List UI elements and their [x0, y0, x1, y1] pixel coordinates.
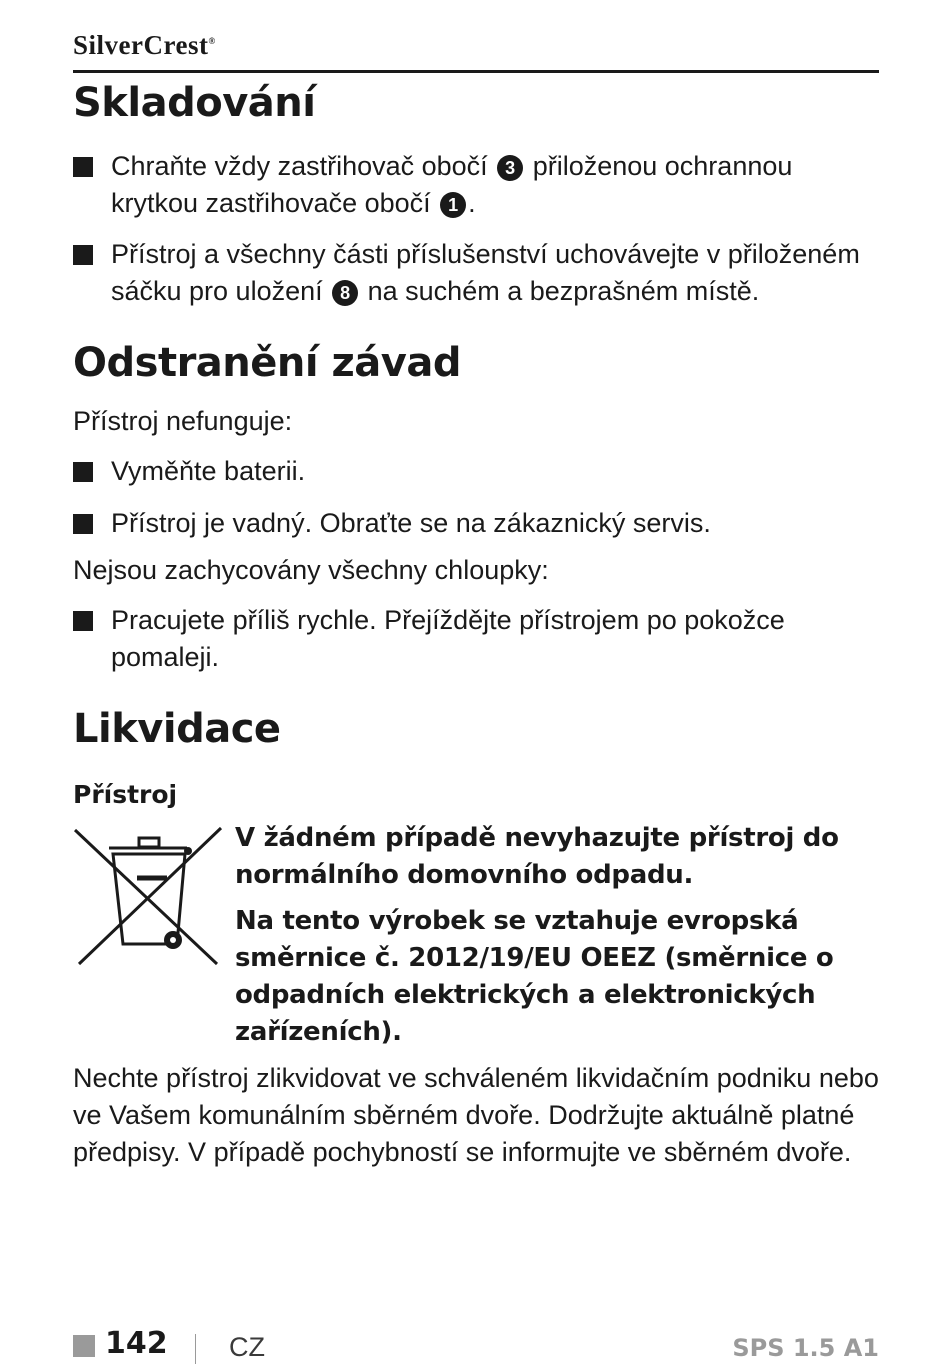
footer-square-icon — [73, 1335, 95, 1357]
page-footer — [73, 1326, 879, 1366]
part-ref-badge: 8 — [332, 280, 358, 306]
page-number: 142 — [105, 1326, 168, 1361]
problem-label: Nejsou zachycovány všechny chloupky: — [73, 555, 549, 585]
device-subheading: Přístroj — [73, 780, 178, 809]
list-item-text: Chraňte vždy zastřihovač obočí 3 přiloženou ochrannou krytkou zastřihovače obočí 1 . — [111, 151, 793, 218]
crossed-out-wheelie-bin-icon — [73, 826, 223, 966]
bullet-square-icon — [73, 157, 93, 177]
list-item — [73, 148, 879, 222]
part-ref-badge: 1 — [440, 192, 466, 218]
list-item — [73, 602, 879, 676]
list-item — [73, 236, 879, 310]
disposal-instructions: Nechte přístroj zlikvidovat ve schváleném likvidačním podniku nebo ve Vašem komunálním sběrném dvoře. Dodržujte aktuálně platné předpisy. V případě pochybností se informujte ve sběrném dvoře. — [73, 1063, 879, 1167]
model-number: SPS 1.5 A1 — [732, 1334, 879, 1362]
list-item — [73, 505, 879, 542]
brand-logo: SilverCrest® — [73, 30, 216, 60]
problem-label: Přístroj nefunguje: — [73, 406, 293, 436]
list-item-text: Přístroj a všechny části příslušenství uchovávejte v přiloženém sáčku pro uložení 8 na suchém a bezprašném místě. — [111, 239, 860, 306]
bullet-square-icon — [73, 611, 93, 631]
footer-divider — [195, 1334, 196, 1364]
disposal-heading: Likvidace — [73, 706, 281, 752]
bullet-square-icon — [73, 462, 93, 482]
storage-heading: Skladování — [73, 80, 316, 126]
troubleshooting-heading: Odstranění závad — [73, 340, 461, 386]
list-item-text: Pracujete příliš rychle. Přejíždějte přístrojem po pokožce pomaleji. — [111, 605, 785, 672]
list-item — [73, 453, 879, 490]
manual-page — [73, 0, 879, 1366]
part-ref-badge: 3 — [497, 155, 523, 181]
bullet-square-icon — [73, 514, 93, 534]
list-item-text: Přístroj je vadný. Obraťte se na zákaznický servis. — [111, 508, 711, 538]
language-code: CZ — [229, 1332, 265, 1362]
weee-directive-note: Na tento výrobek se vztahuje evropská směrnice č. 2012/19/EU OEEZ (směrnice o odpadních elektrických a elektronických zařízeních). — [235, 906, 834, 1047]
page-header — [73, 28, 879, 73]
disposal-warning: V žádném případě nevyhazujte přístroj do normálního domovního odpadu. — [235, 823, 839, 890]
list-item-text: Vyměňte baterii. — [111, 456, 306, 486]
bullet-square-icon — [73, 245, 93, 265]
